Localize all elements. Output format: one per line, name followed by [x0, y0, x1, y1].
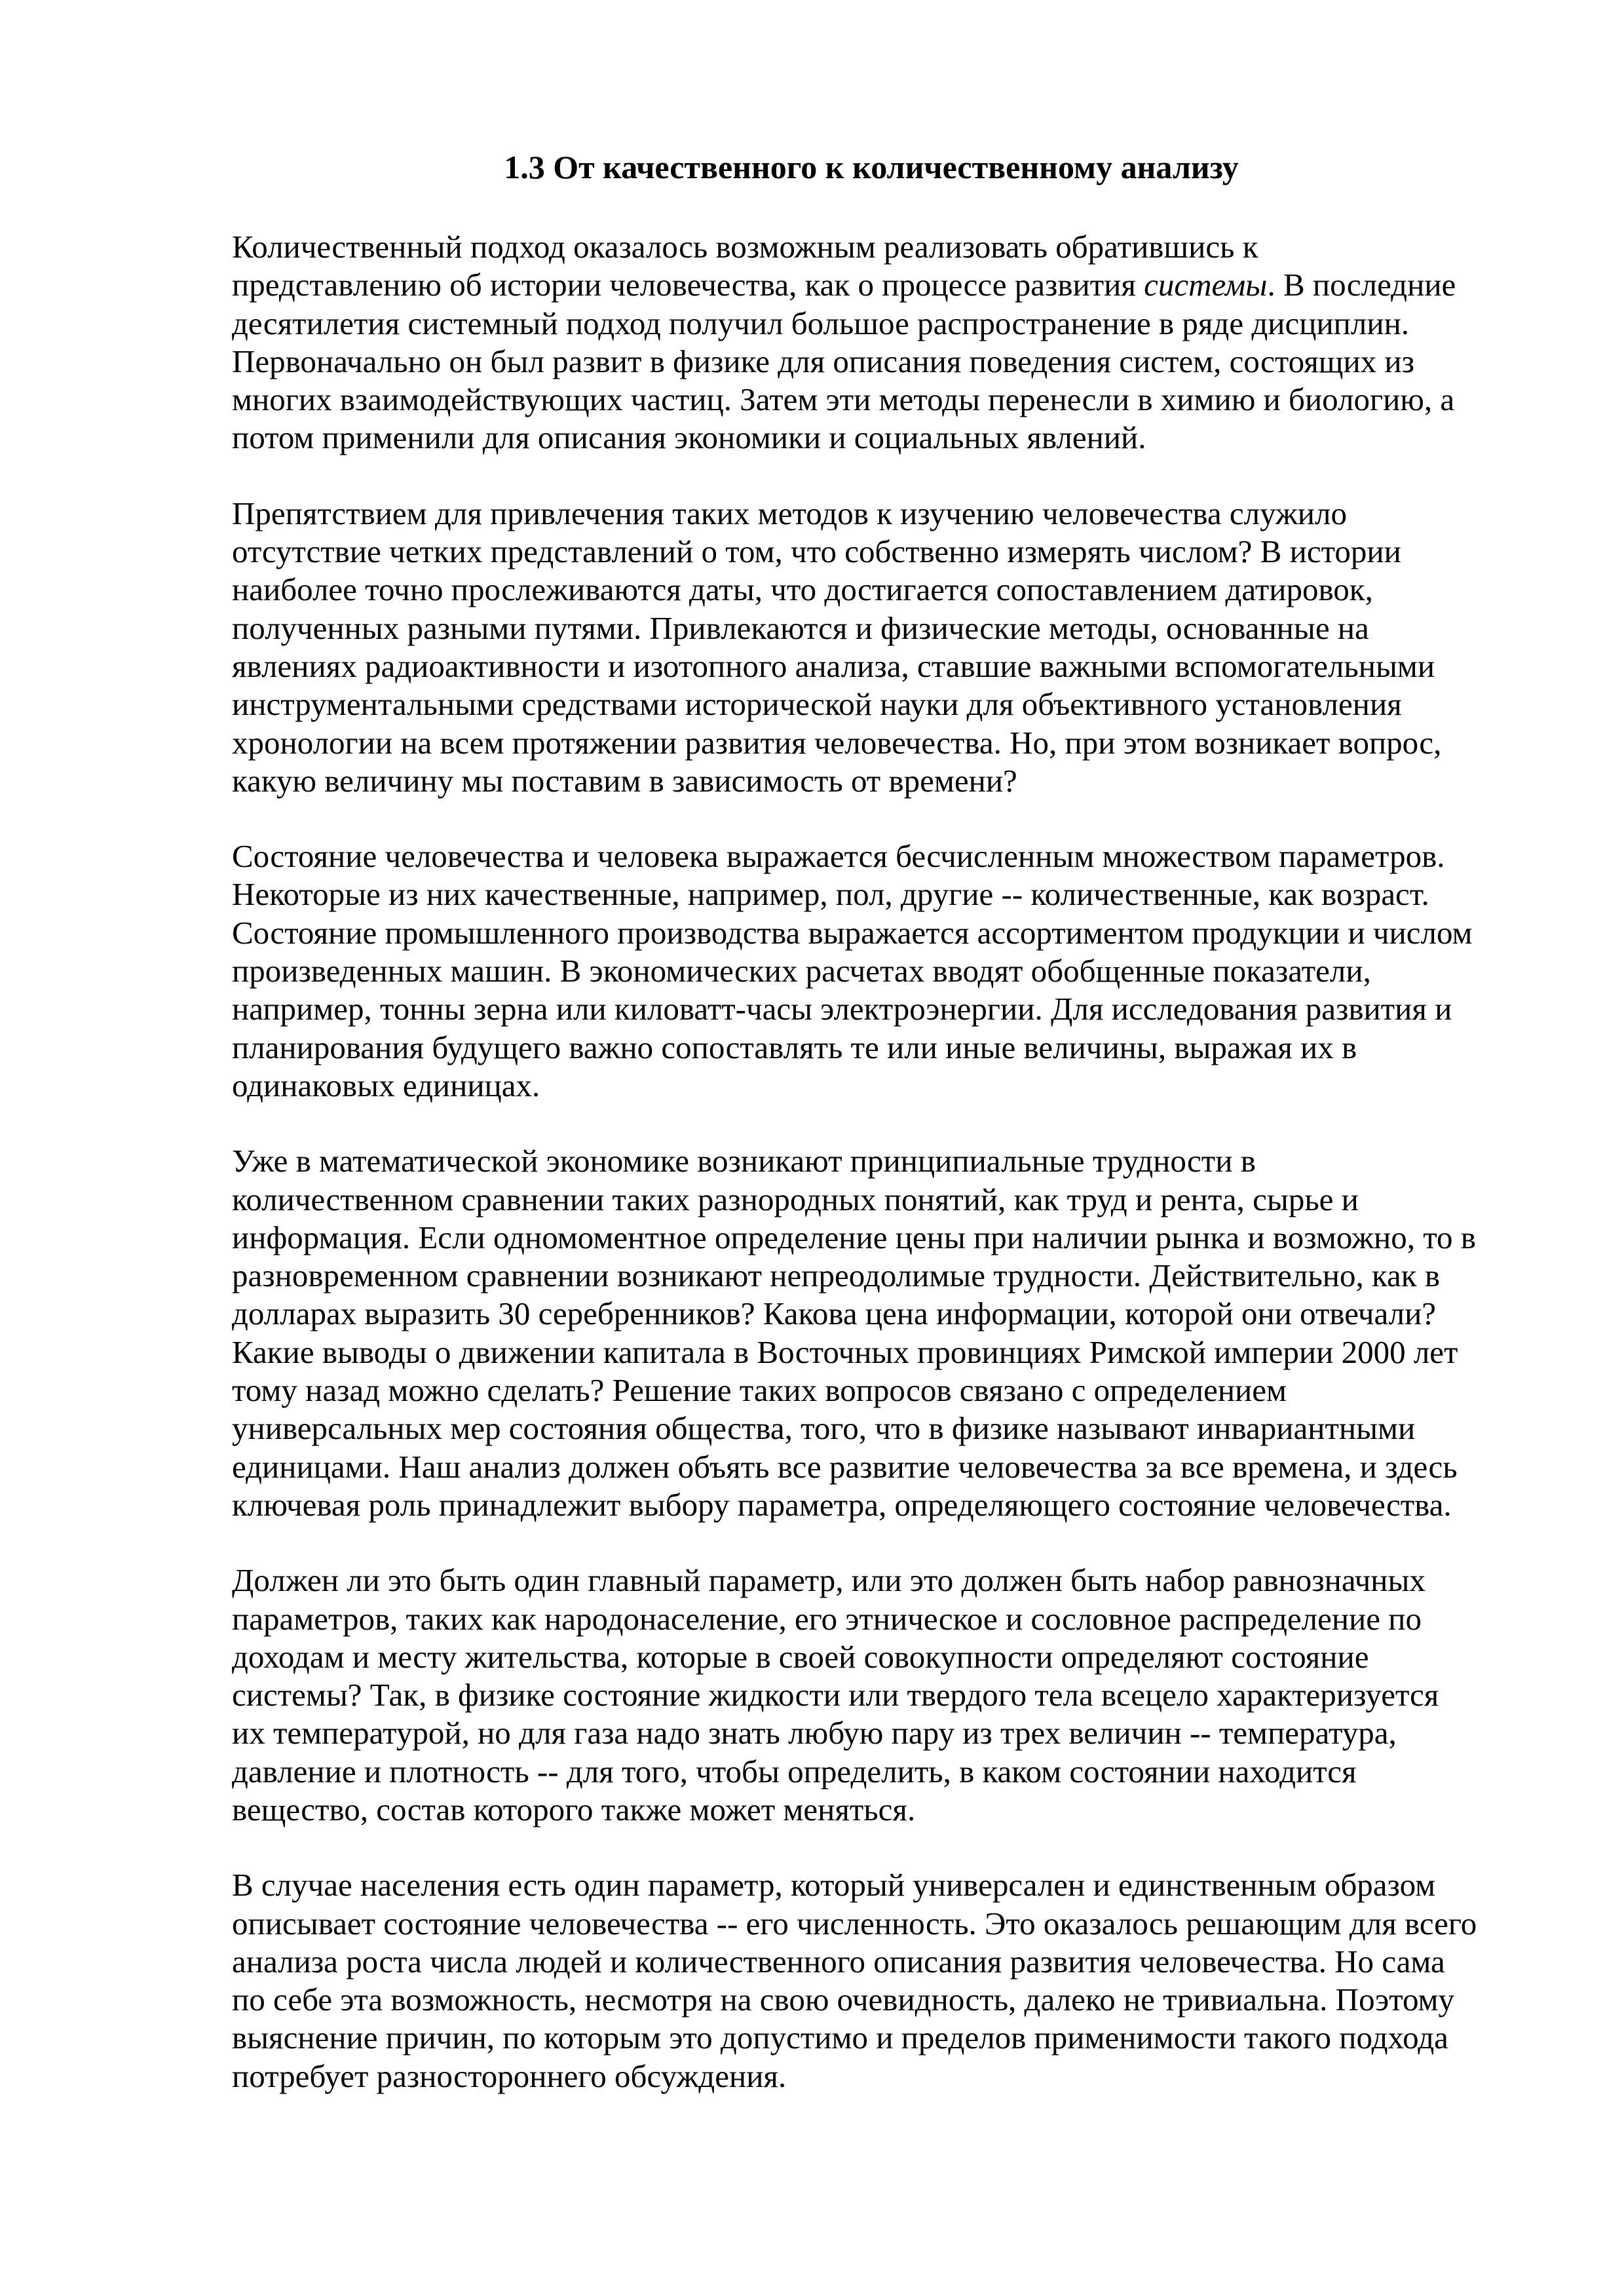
text-line: разновременном сравнении возникают непреодолимые трудности. Действительно, как в	[232, 1257, 1440, 1294]
text-line: наиболее точно прослеживаются даты, что достигается сопоставлением датировок,	[232, 571, 1373, 608]
text-line: тому назад можно сделать? Решение таких вопросов связано с определением	[232, 1372, 1287, 1409]
text-line: отсутствие четких представлений о том, что собственно измерять числом? В истории	[232, 533, 1401, 570]
text-segment: . В последние	[1267, 267, 1456, 303]
text-line: произведенных машин. В экономических расчетах вводят обобщенные показатели,	[232, 953, 1371, 989]
document-body	[232, 228, 1516, 2133]
text-line: вещество, состав которого также может меняться.	[232, 1791, 916, 1827]
text-line: по себе эта возможность, несмотря на свою очевидность, далеко не тривиальна. Поэтому	[232, 1981, 1455, 2018]
text-line: Состояние человечества и человека выражается бесчисленным множеством параметров.	[232, 838, 1445, 875]
text-line: описывает состояние человечества -- его численность. Это оказалось решающим для всего	[232, 1905, 1477, 1942]
text-line: одинаковых единицах.	[232, 1067, 540, 1103]
text-line: информация. Если одномоментное определение цены при наличии рынка и возможно, то в	[232, 1219, 1476, 1255]
text-line: потребует разностороннего обсуждения.	[232, 2057, 787, 2094]
text-line: Уже в математической экономике возникают принципиальные трудности в	[232, 1143, 1256, 1179]
text-line: количественном сравнении таких разнородных понятий, как труд и рента, сырье и	[232, 1181, 1359, 1217]
text-line: давление и плотность -- для того, чтобы определить, в каком состоянии находится	[232, 1753, 1357, 1789]
paragraph-4	[232, 1142, 1516, 1524]
text-segment: представлению об истории человечества, как о процессе развития	[232, 267, 1136, 303]
text-line: Какие выводы о движении капитала в Восточных провинциях Римской империи 2000 лет	[232, 1333, 1458, 1370]
text-line: Первоначально он был развит в физике для описания поведения систем, состоящих из	[232, 343, 1415, 379]
text-line: планирования будущего важно сопоставлять те или иные величины, выражая их в	[232, 1029, 1357, 1065]
paragraph-6	[232, 1866, 1516, 2095]
paragraph-2	[232, 495, 1516, 800]
text-line: явлениях радиоактивности и изотопного анализа, ставшие важными вспомогательными	[232, 647, 1435, 684]
paragraph-1	[232, 228, 1516, 457]
text-line: многих взаимодействующих частиц. Затем эти методы перенесли в химию и биологию, а	[232, 381, 1455, 418]
paragraph-5	[232, 1561, 1516, 1829]
text-line: полученных разными путями. Привлекаются и физические методы, основанные на	[232, 609, 1369, 646]
text-line: их температурой, но для газа надо знать любую пару из трех величин -- температура,	[232, 1715, 1397, 1751]
text-line: Состояние промышленного производства выражается ассортиментом продукции и числом	[232, 914, 1473, 951]
text-line: Препятствием для привлечения таких методов к изучению человечества служило	[232, 495, 1347, 531]
text-line-with-emphasis	[232, 266, 1516, 304]
text-line: Некоторые из них качественные, например, пол, другие -- количественные, как возраст.	[232, 876, 1429, 913]
section-title: 1.3 От качественного к количественному анализу	[504, 149, 1239, 185]
text-line: выяснение причин, по которым это допустимо и пределов применимости такого подхода	[232, 2019, 1448, 2056]
text-line: доходам и месту жительства, которые в своей совокупности определяют состояние	[232, 1638, 1369, 1675]
text-line: долларах выразить 30 серебренников? Какова цена информации, которой они отвечали?	[232, 1295, 1437, 1332]
paragraph-3	[232, 837, 1516, 1105]
text-line: потом применили для описания экономики и социальных явлений.	[232, 419, 1146, 456]
text-line: десятилетия системный подход получил большое распространение в ряде дисциплин.	[232, 305, 1410, 341]
text-line: какую величину мы поставим в зависимость от времени?	[232, 762, 1017, 799]
text-line: ключевая роль принадлежит выбору параметра, определяющего состояние человечества.	[232, 1486, 1452, 1523]
text-line: анализа роста числа людей и количественного описания развития человечества. Но сама	[232, 1943, 1445, 1980]
text-line: системы? Так, в физике состояние жидкости или твердого тела всецело характеризуется	[232, 1677, 1439, 1713]
text-line: единицами. Наш анализ должен объять все развитие человечества за все времена, и здесь	[232, 1448, 1458, 1485]
text-line: например, тонны зерна или киловатт-часы электроэнергии. Для исследования развития и	[232, 991, 1452, 1027]
text-line: универсальных мер состояния общества, того, что в физике называют инвариантными	[232, 1410, 1416, 1447]
text-line: параметров, таких как народонаселение, его этническое и сословное распределение по	[232, 1600, 1422, 1637]
text-line: хронологии на всем протяжении развития человечества. Но, при этом возникает вопрос,	[232, 724, 1442, 761]
text-line: инструментальными средствами исторической науки для объективного установления	[232, 686, 1402, 723]
text-line: В случае населения есть один параметр, который универсален и единственным образом	[232, 1867, 1436, 1904]
emphasized-term: системы	[1144, 267, 1268, 303]
text-line: Количественный подход оказалось возможным реализовать обратившись к	[232, 229, 1258, 265]
text-line: Должен ли это быть один главный параметр, или это должен быть набор равнозначных	[232, 1562, 1426, 1599]
